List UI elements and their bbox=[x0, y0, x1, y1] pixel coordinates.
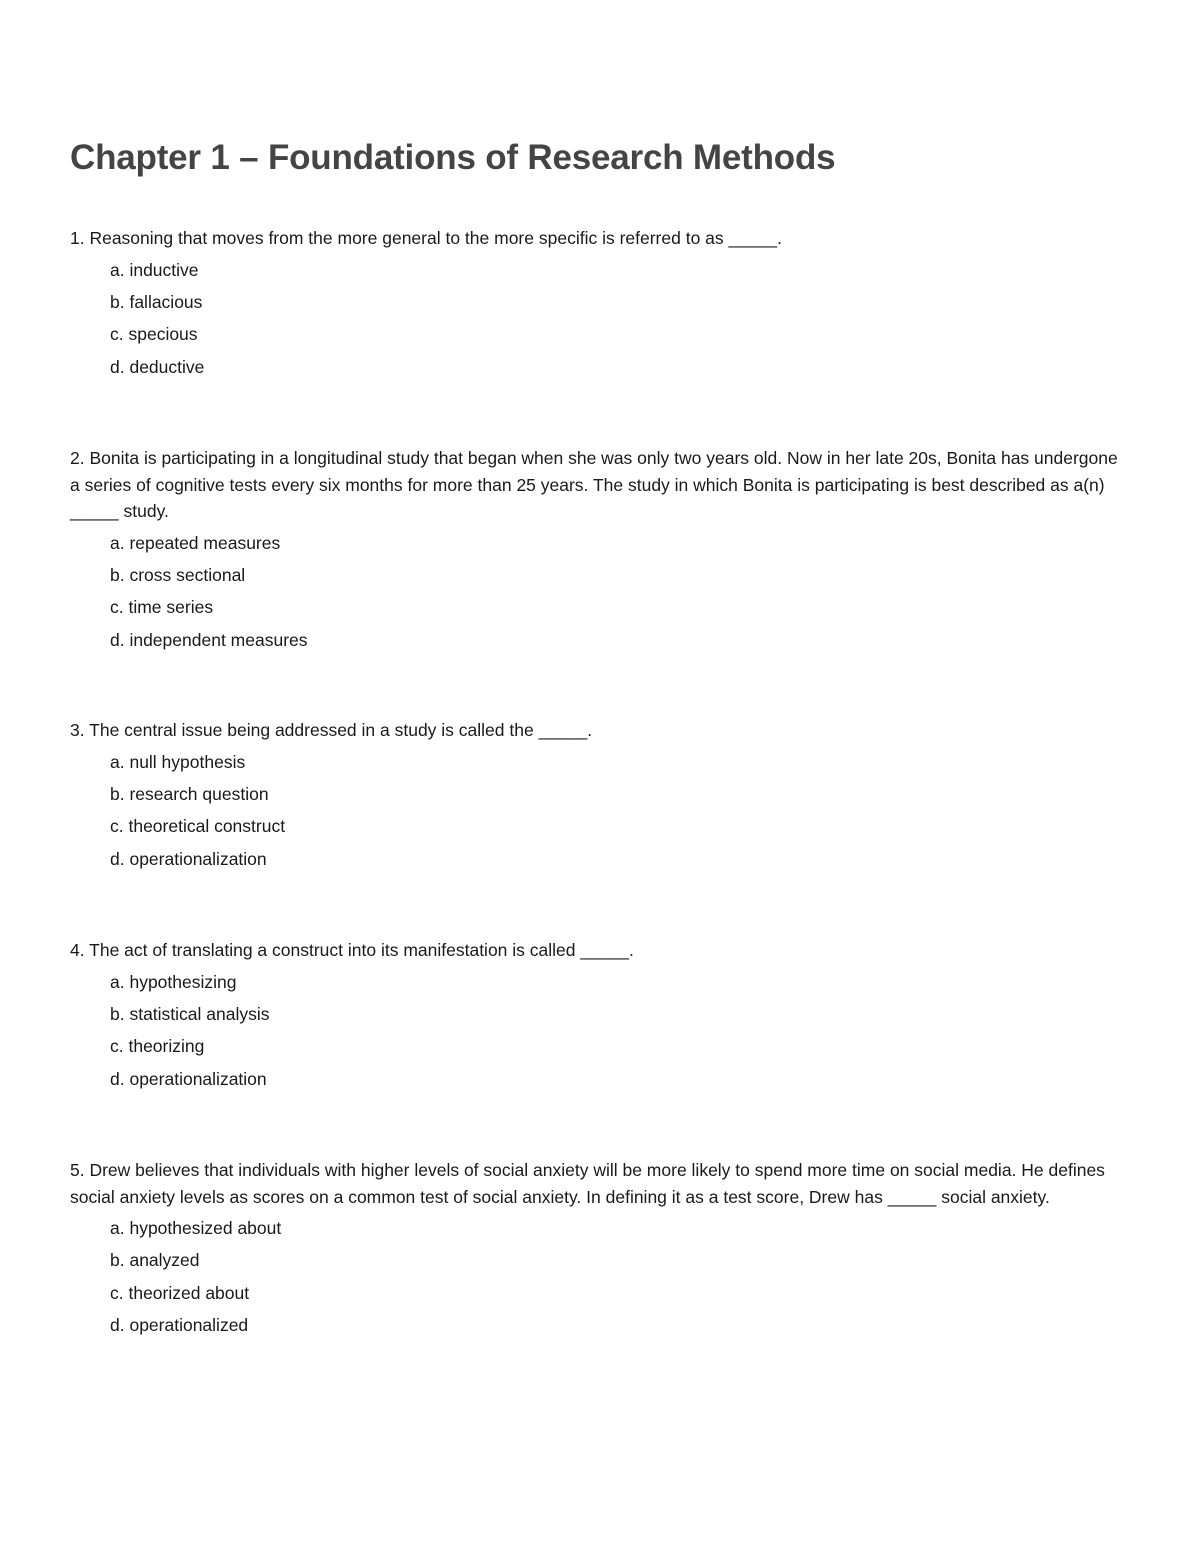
choice-c: c. specious bbox=[110, 324, 198, 345]
question-3 bbox=[70, 717, 1130, 875]
question-5 bbox=[70, 1157, 1130, 1342]
choice-list bbox=[70, 254, 1130, 384]
choice-b: b. fallacious bbox=[110, 291, 203, 312]
choice-list bbox=[70, 527, 1130, 657]
choice-a: a. hypothesized about bbox=[110, 1218, 282, 1238]
choice-list bbox=[70, 746, 1130, 876]
choice-b: b. research question bbox=[110, 783, 269, 804]
choice-d: d. operationalization bbox=[110, 848, 267, 869]
page-title: Chapter 1 – Foundations of Research Methods bbox=[70, 138, 836, 177]
choice-a: a. hypothesizing bbox=[110, 971, 237, 992]
choice-c: c. theoretical construct bbox=[110, 816, 286, 837]
choice-d: d. independent measures bbox=[110, 629, 308, 650]
choice-c: c. time series bbox=[110, 597, 214, 618]
choice-d: d. deductive bbox=[110, 356, 205, 377]
choice-b: b. statistical analysis bbox=[110, 1003, 270, 1024]
question-text: 5. Drew believes that individuals with higher levels of social anxiety will be more likely to spend more time on social media. He defines social anxiety levels as scores on a common test of social anxiety. In defining it as a test score, Drew has _____ social anxiety. bbox=[70, 1160, 1105, 1207]
choice-list bbox=[70, 966, 1130, 1096]
choice-b: b. analyzed bbox=[110, 1250, 200, 1271]
choice-b: b. cross sectional bbox=[110, 564, 246, 585]
question-text: 1. Reasoning that moves from the more general to the more specific is referred to as _____. bbox=[70, 228, 783, 248]
choice-a: a. null hypothesis bbox=[110, 751, 246, 772]
question-4 bbox=[70, 937, 1130, 1095]
question-2 bbox=[70, 445, 1130, 656]
choice-a: a. repeated measures bbox=[110, 532, 281, 553]
choice-list bbox=[70, 1212, 1130, 1342]
choice-c: c. theorizing bbox=[110, 1036, 205, 1057]
question-text: 3. The central issue being addressed in a study is called the _____. bbox=[70, 720, 593, 740]
question-text: 4. The act of translating a construct into its manifestation is called _____. bbox=[70, 940, 634, 960]
choice-c: c. theorized about bbox=[110, 1282, 250, 1303]
choice-d: d. operationalization bbox=[110, 1068, 267, 1089]
question-1 bbox=[70, 225, 1130, 383]
choice-d: d. operationalized bbox=[110, 1315, 249, 1336]
choice-a: a. inductive bbox=[110, 259, 199, 280]
question-text: 2. Bonita is participating in a longitudinal study that began when she was only two years old. Now in her late 20s, Bonita has undergone a series of cognitive tests every six months for more than 25 years. The study in which Bonita is participating is best described as a(n) _____ study. bbox=[70, 448, 1118, 521]
